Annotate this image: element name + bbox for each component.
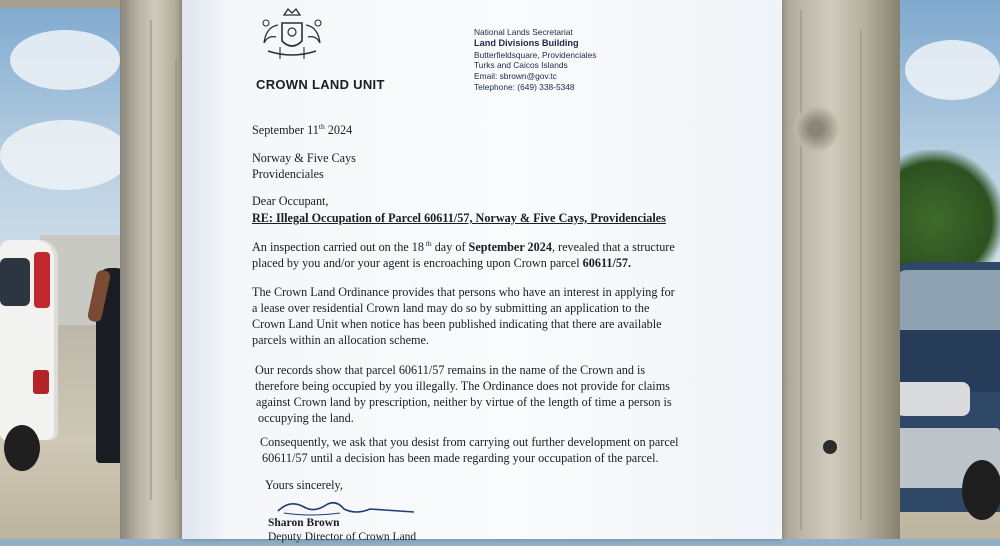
address-line: Butterfieldsquare, Providenciales [474, 49, 597, 60]
paragraph-4-line: Consequently, we ask that you desist from carrying out further development on parcel [260, 435, 679, 449]
paragraph-3-line: Our records show that parcel 60611/57 remains in the name of the Crown and is [255, 363, 646, 377]
para1-text: An inspection carried out on the 18 [252, 240, 424, 255]
wood-knot [792, 105, 840, 153]
wood-grain [150, 20, 152, 500]
white-car-light [34, 252, 50, 308]
recipient-line: Norway & Five Cays [252, 151, 356, 165]
para1-date: September 2024 [468, 240, 552, 255]
blue-car-wheel [962, 460, 1000, 520]
recipient-line: Providenciales [252, 167, 324, 181]
blue-car-headlight [890, 382, 970, 416]
blue-car-windshield [895, 270, 1000, 330]
date-year: 2024 [324, 123, 353, 138]
email-line: Email: sbrown@gov.tc [474, 71, 557, 82]
paragraph-2-line: parcels within an allocation scheme. [252, 333, 429, 347]
para1-text: day of [431, 240, 469, 255]
cloud [0, 120, 130, 190]
coat-of-arms-icon [258, 3, 326, 65]
subject-line: RE: Illegal Occupation of Parcel 60611/57, Norway & Five Cays, Providenciales [252, 211, 666, 225]
para1-parcel: 60611/57. [582, 256, 632, 270]
paragraph-2-line: a lease over residential Crown land may do so by submitting an application to the [252, 301, 650, 315]
wood-grain [800, 10, 802, 530]
paragraph-4-line: 60611/57 until a decision has been made regarding your occupation of the parcel. [262, 451, 659, 465]
wood-grain [175, 60, 177, 480]
wood-grain [860, 30, 862, 520]
nail [823, 440, 837, 454]
address-line: Land Divisions Building [474, 37, 579, 48]
signatory-title: Deputy Director of Crown Land [268, 531, 417, 543]
signatory-name: Sharon Brown [268, 517, 340, 529]
salutation: Dear Occupant, [252, 194, 329, 208]
crown-land-unit-heading: CROWN LAND UNIT [256, 77, 385, 92]
date-text: September 11 [252, 123, 319, 138]
para1-text: , revealed that a structure [551, 240, 675, 255]
letter-date [252, 122, 352, 139]
white-car-window [0, 258, 30, 306]
address-line: Turks and Caicos Islands [474, 60, 568, 71]
para1-text: placed by you and/or your agent is encroaching upon Crown parcel [252, 256, 583, 270]
cloud [10, 30, 120, 90]
paragraph-3-line: therefore being occupied by you illegally. The Ordinance does not provide for claims [255, 379, 670, 393]
closing: Yours sincerely, [265, 478, 343, 492]
paragraph-1-line-1 [252, 239, 675, 256]
paragraph-2-line: Crown Land Unit when notice has been published indicating that there are available [252, 317, 662, 331]
paragraph-2-line: The Crown Land Ordinance provides that persons who have an interest in applying for [252, 285, 675, 299]
address-line: National Lands Secretariat [474, 27, 573, 37]
para1-ordinal: th [423, 239, 432, 248]
white-car-taillight [33, 370, 49, 394]
paragraph-3-line: occupying the land. [258, 411, 354, 425]
white-car-wheel [4, 425, 40, 471]
telephone-line: Telephone: (649) 338-5348 [474, 81, 575, 92]
paragraph-3-line: against Crown land by prescription, neither by virtue of the length of time a person is [256, 395, 672, 409]
date-ordinal: th [318, 122, 325, 131]
letterhead-address [474, 27, 596, 93]
cloud [905, 40, 1000, 100]
paragraph-1-line-2 [252, 255, 631, 272]
wooden-post-right [762, 0, 900, 539]
